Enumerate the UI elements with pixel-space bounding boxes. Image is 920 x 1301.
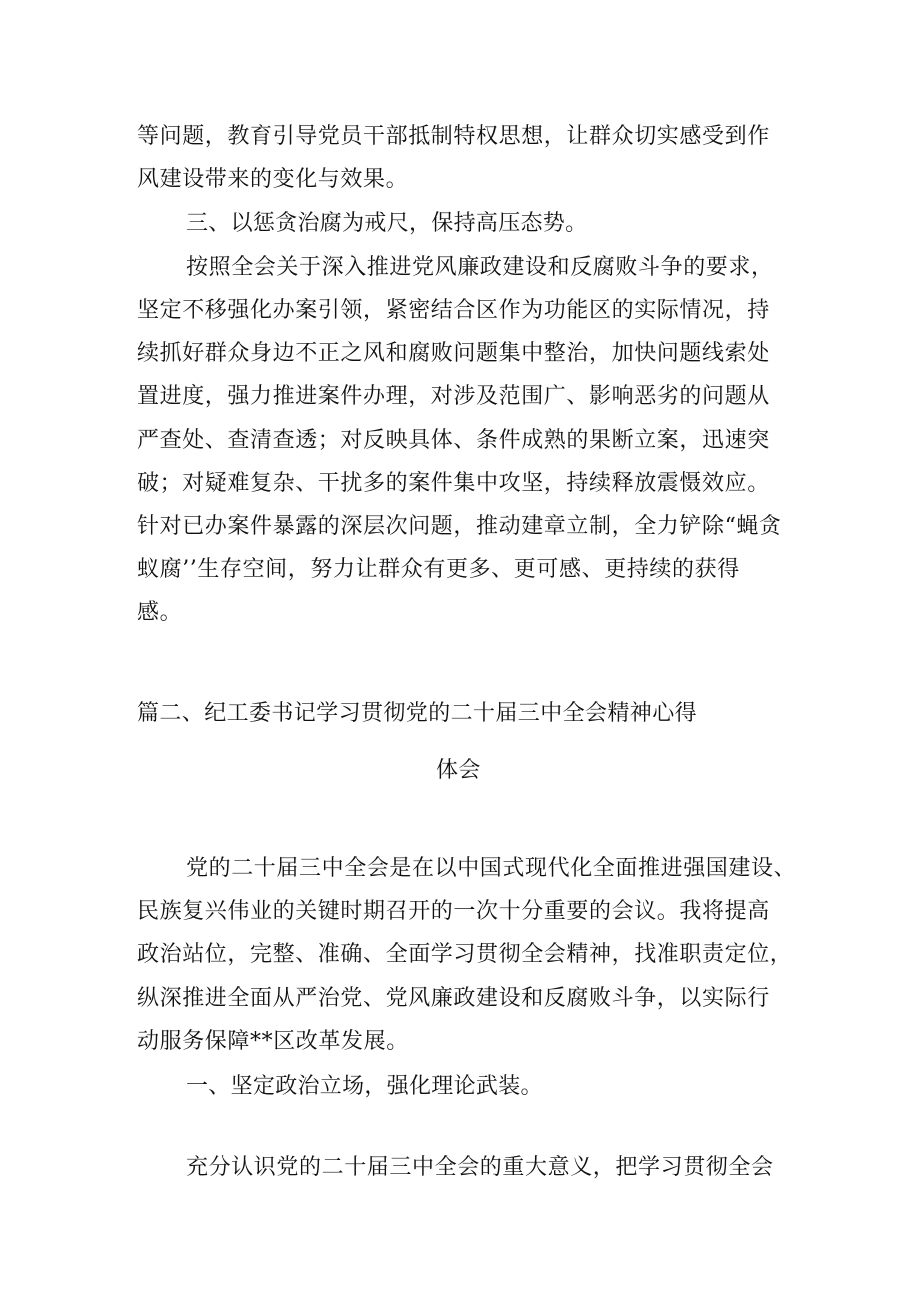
article-title-continued: 体会 xyxy=(436,758,481,783)
paragraph-line: 政治站位，完整、准确、全面学习贯彻全会精神，找准职责定位， xyxy=(137,942,793,967)
paragraph-line: 动服务保障**区改革发展。 xyxy=(137,1029,409,1054)
paragraph-line: 等问题，教育引导党员干部抵制特权思想，让群众切实感受到作 xyxy=(137,124,770,149)
paragraph-line: 续抓好群众身边不正之风和腐败问题集中整治，加快问题线索处 xyxy=(137,341,770,366)
article-title: 篇二、纪工委书记学习贯彻党的二十届三中全会精神心得 xyxy=(137,701,698,726)
paragraph-line: 按照全会关于深入推进党风廉政建设和反腐败斗争的要求， xyxy=(186,255,774,280)
paragraph-line: 党的二十届三中全会是在以中国式现代化全面推进强国建设、 xyxy=(186,856,797,881)
section-heading: 三、以惩贪治腐为戒尺，保持高压态势。 xyxy=(186,211,588,236)
section-heading: 一、坚定政治立场，强化理论武装。 xyxy=(186,1074,543,1099)
paragraph-line: 破；对疑难复杂、干扰多的案件集中攻坚，持续释放震慑效应。 xyxy=(137,471,770,496)
paragraph-line: 感。 xyxy=(137,600,183,625)
paragraph-line: 风建设带来的变化与效果。 xyxy=(137,167,409,192)
paragraph-line: 坚定不移强化办案引领，紧密结合区作为功能区的实际情况，持 xyxy=(137,298,770,323)
paragraph-line: 民族复兴伟业的关键时期召开的一次十分重要的会议。我将提高 xyxy=(137,899,770,924)
paragraph-line: 严查处、查清查透；对反映具体、条件成熟的果断立案，迅速突 xyxy=(137,428,770,453)
paragraph-line: 充分认识党的二十届三中全会的重大意义，把学习贯彻全会 xyxy=(186,1155,774,1180)
paragraph-line: 针对已办案件暴露的深层次问题，推动建章立制，全力铲除“蝇贪 xyxy=(137,514,782,539)
paragraph-line: 纵深推进全面从严治党、党风廉政建设和反腐败斗争，以实际行 xyxy=(137,986,770,1011)
paragraph-line: 置进度，强力推进案件办理，对涉及范围广、影响恶劣的问题从 xyxy=(137,384,770,409)
paragraph-line: 蚁腐’’生存空间，努力让群众有更多、更可感、更持续的获得 xyxy=(137,557,740,582)
